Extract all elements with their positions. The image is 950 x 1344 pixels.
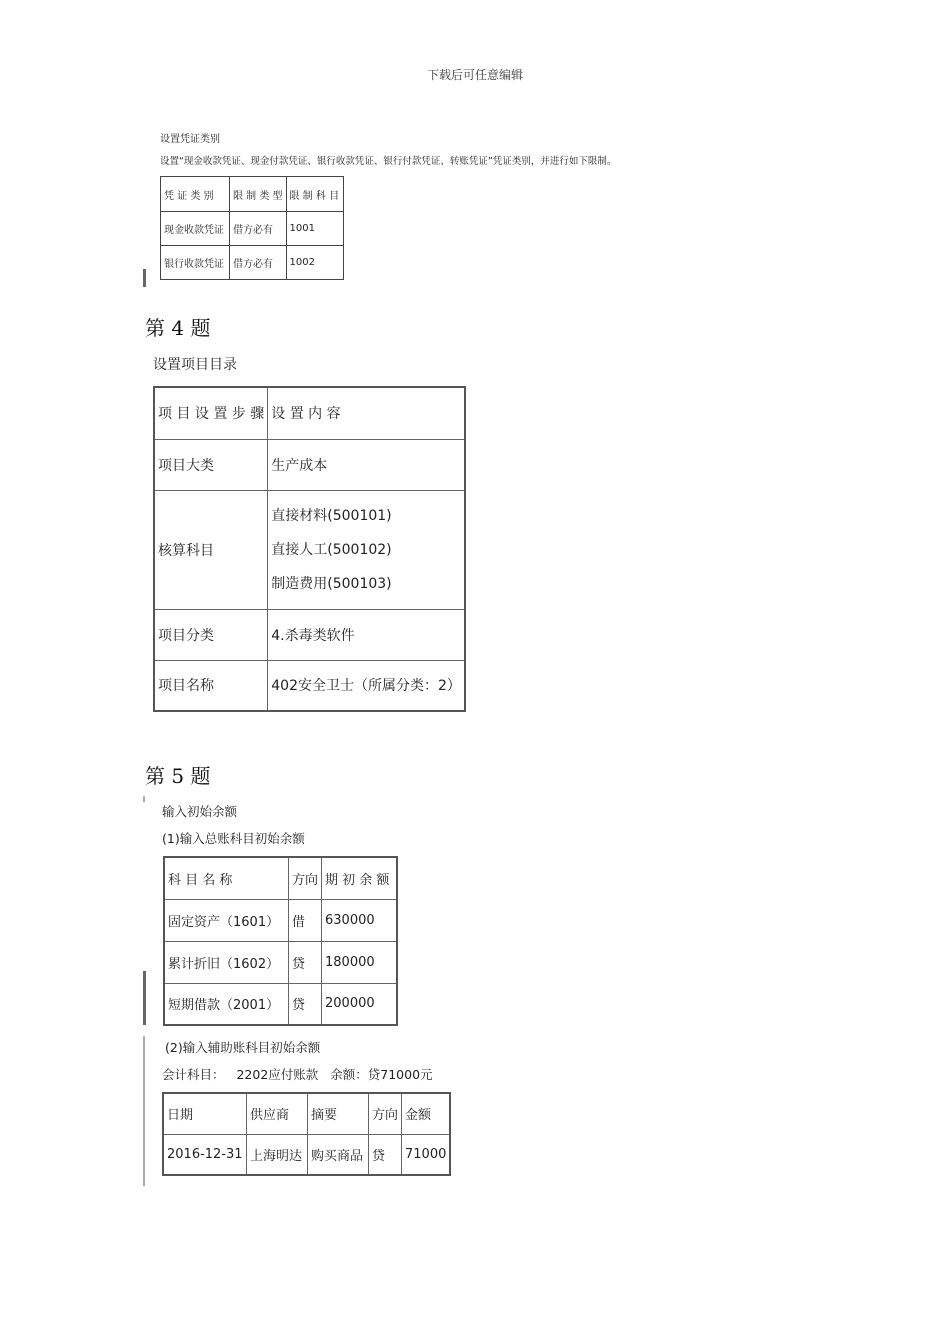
ledger-header-balance: 期 初 余 额 <box>322 857 398 899</box>
voucher-cell: 1001 <box>286 212 343 246</box>
table-row <box>161 212 344 246</box>
screenshot-border <box>143 1036 145 1186</box>
account-item: 直接材料(500101) <box>271 507 392 524</box>
ledger-cell: 630000 <box>322 899 398 941</box>
page-header: 下载后可任意编辑 <box>426 68 523 82</box>
auxiliary-ledger-table <box>162 1092 451 1176</box>
screenshot-border <box>143 269 146 287</box>
q4-title: 设置项目目录 <box>153 357 237 373</box>
ledger-cell: 固定资产（1601） <box>164 899 289 941</box>
aux-header-direction: 方向 <box>369 1093 402 1134</box>
q5-title: 输入初始余额 <box>162 804 238 819</box>
project-header-content: 设 置 内 容 <box>268 387 466 439</box>
ledger-cell: 200000 <box>322 983 398 1025</box>
project-cell: 4.杀毒类软件 <box>268 609 466 660</box>
project-cell: 核算科目 <box>154 490 268 609</box>
ledger-header-name: 科 目 名 称 <box>164 857 289 899</box>
ledger-cell: 短期借款（2001） <box>164 983 289 1025</box>
project-cell-accounts <box>268 490 466 609</box>
table-row <box>164 983 397 1025</box>
project-cell: 项目大类 <box>154 439 268 490</box>
project-header-step: 项 目 设 置 步 骤 <box>154 387 268 439</box>
aux-header-supplier: 供应商 <box>247 1093 308 1134</box>
ledger-header-direction: 方向 <box>289 857 322 899</box>
ledger-cell: 贷 <box>289 983 322 1025</box>
voucher-cell: 银行收款凭证 <box>161 246 230 280</box>
aux-cell: 上海明达 <box>247 1134 308 1175</box>
ledger-cell: 借 <box>289 899 322 941</box>
voucher-section <box>143 124 743 289</box>
table-row <box>154 439 465 490</box>
q4-heading: 第 4 题 <box>145 316 211 340</box>
q5-sub1: (1)输入总账科目初始余额 <box>162 831 305 846</box>
aux-header-amount: 金额 <box>402 1093 451 1134</box>
table-row <box>164 941 397 983</box>
ledger-cell: 180000 <box>322 941 398 983</box>
table-row <box>164 899 397 941</box>
table-row <box>154 609 465 660</box>
general-ledger-table <box>163 856 398 1026</box>
initial-balance-section <box>143 796 543 1188</box>
q5-heading: 第 5 题 <box>145 764 211 788</box>
voucher-header-type: 凭 证 类 别 <box>161 177 230 212</box>
table-row <box>154 490 465 609</box>
screenshot-border <box>143 971 146 1025</box>
project-cell: 生产成本 <box>268 439 466 490</box>
voucher-section-title: 设置凭证类别 <box>160 134 220 145</box>
aux-cell: 2016-12-31 <box>163 1134 247 1175</box>
table-row <box>161 246 344 280</box>
voucher-header-account: 限 制 科 目 <box>286 177 343 212</box>
voucher-table <box>160 176 344 280</box>
project-cell: 402安全卫士（所属分类：2） <box>268 660 466 711</box>
aux-cell: 贷 <box>369 1134 402 1175</box>
voucher-cell: 1002 <box>286 246 343 280</box>
voucher-section-description: 设置“现金收款凭证、现金付款凭证、银行收款凭证、银行付款凭证、转账凭证”凭证类别，并进行如下限制。 <box>160 156 617 167</box>
project-table <box>153 386 466 712</box>
project-cell: 项目分类 <box>154 609 268 660</box>
table-row <box>154 660 465 711</box>
voucher-cell: 现金收款凭证 <box>161 212 230 246</box>
aux-header-summary: 摘要 <box>308 1093 369 1134</box>
q5-sub2: (2)输入辅助账科目初始余额 <box>165 1040 321 1055</box>
aux-cell: 71000 <box>402 1134 451 1175</box>
project-cell: 项目名称 <box>154 660 268 711</box>
voucher-header-restriction: 限 制 类 型 <box>230 177 287 212</box>
aux-header-date: 日期 <box>163 1093 247 1134</box>
ledger-cell: 贷 <box>289 941 322 983</box>
voucher-cell: 借方必有 <box>230 212 287 246</box>
account-item: 制造费用(500103) <box>271 575 392 592</box>
account-item: 直接人工(500102) <box>271 541 392 558</box>
table-row <box>163 1134 450 1175</box>
aux-cell: 购买商品 <box>308 1134 369 1175</box>
voucher-cell: 借方必有 <box>230 246 287 280</box>
account-line: 会计科目： 2202应付账款 余额：贷71000元 <box>162 1067 433 1082</box>
screenshot-border <box>143 796 145 802</box>
ledger-cell: 累计折旧（1602） <box>164 941 289 983</box>
